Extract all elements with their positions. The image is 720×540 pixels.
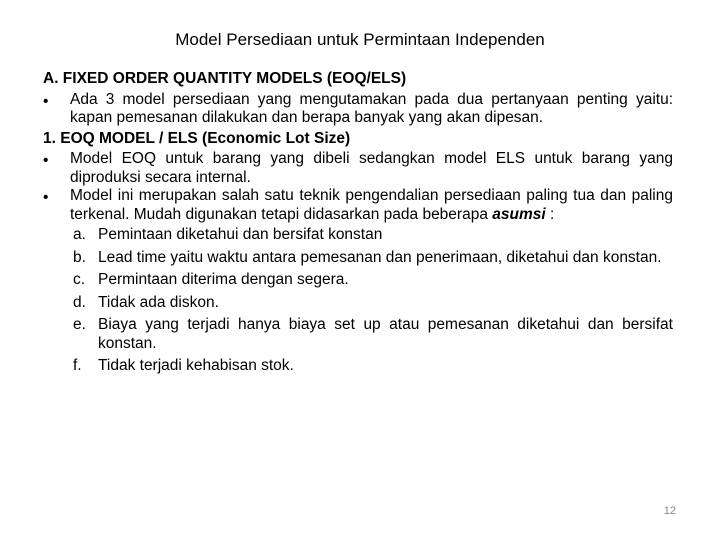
bullet-dot: •	[43, 92, 49, 110]
assumption-item	[73, 224, 673, 247]
assumption-text: Biaya yang terjadi hanya biaya set up atau pemesanan diketahui dan bersifat konstan.	[98, 316, 673, 352]
assumption-item	[73, 269, 673, 292]
assumption-marker: e.	[73, 316, 86, 333]
assumption-text: Tidak ada diskon.	[98, 293, 219, 311]
assumption-marker: c.	[73, 271, 86, 288]
assumption-item	[73, 292, 673, 315]
bullet-dot: •	[43, 189, 49, 206]
assumption-marker: a.	[73, 226, 86, 243]
bullet-text-suffix: :	[545, 205, 555, 223]
bullet-text: Ada 3 model persediaan yang mengutamakan pada dua pertanyaan penting yaitu: kapan pemesanan dilakukan dan berapa banyak yang akan dipesan.	[70, 90, 673, 126]
bullet-item	[43, 91, 673, 128]
assumption-marker: f.	[73, 357, 82, 374]
assumption-text: Permintaan diterima dengan segera.	[98, 271, 349, 288]
slide-title: Model Persediaan untuk Permintaan Independen	[175, 30, 545, 49]
assumption-item	[73, 247, 673, 270]
bullet-text-main: Model ini merupakan salah satu teknik pengendalian persediaan paling tua dan paling terkenal. Mudah digunakan tetapi didasarkan pada beberapa	[70, 187, 673, 223]
assumption-text: Tidak terjadi kehabisan stok.	[98, 357, 294, 374]
bullet-item	[43, 150, 673, 187]
slide-content	[43, 68, 673, 378]
assumption-list	[43, 224, 673, 378]
bullet-text: Model EOQ untuk barang yang dibeli sedangkan model ELS untuk barang yang diproduksi secara internal.	[70, 150, 673, 186]
assumption-marker: d.	[73, 293, 86, 311]
assumption-text: Pemintaan diketahui dan bersifat konstan	[98, 226, 383, 243]
assumption-text: Lead time yaitu waktu antara pemesanan dan penerimaan, diketahui dan konstan.	[98, 248, 662, 266]
bullet-item	[43, 187, 673, 224]
bullet-text	[70, 187, 673, 224]
section-1-heading: 1. EOQ MODEL / ELS (Economic Lot Size)	[43, 129, 351, 147]
page-number: 12	[663, 505, 676, 517]
assumption-marker: b.	[73, 248, 86, 266]
section-a-heading: A. FIXED ORDER QUANTITY MODELS (EOQ/ELS)	[43, 70, 407, 87]
assumption-emphasis: asumsi	[492, 205, 546, 223]
assumption-item	[73, 355, 673, 378]
bullet-dot: •	[43, 152, 49, 169]
assumption-item	[73, 314, 673, 355]
